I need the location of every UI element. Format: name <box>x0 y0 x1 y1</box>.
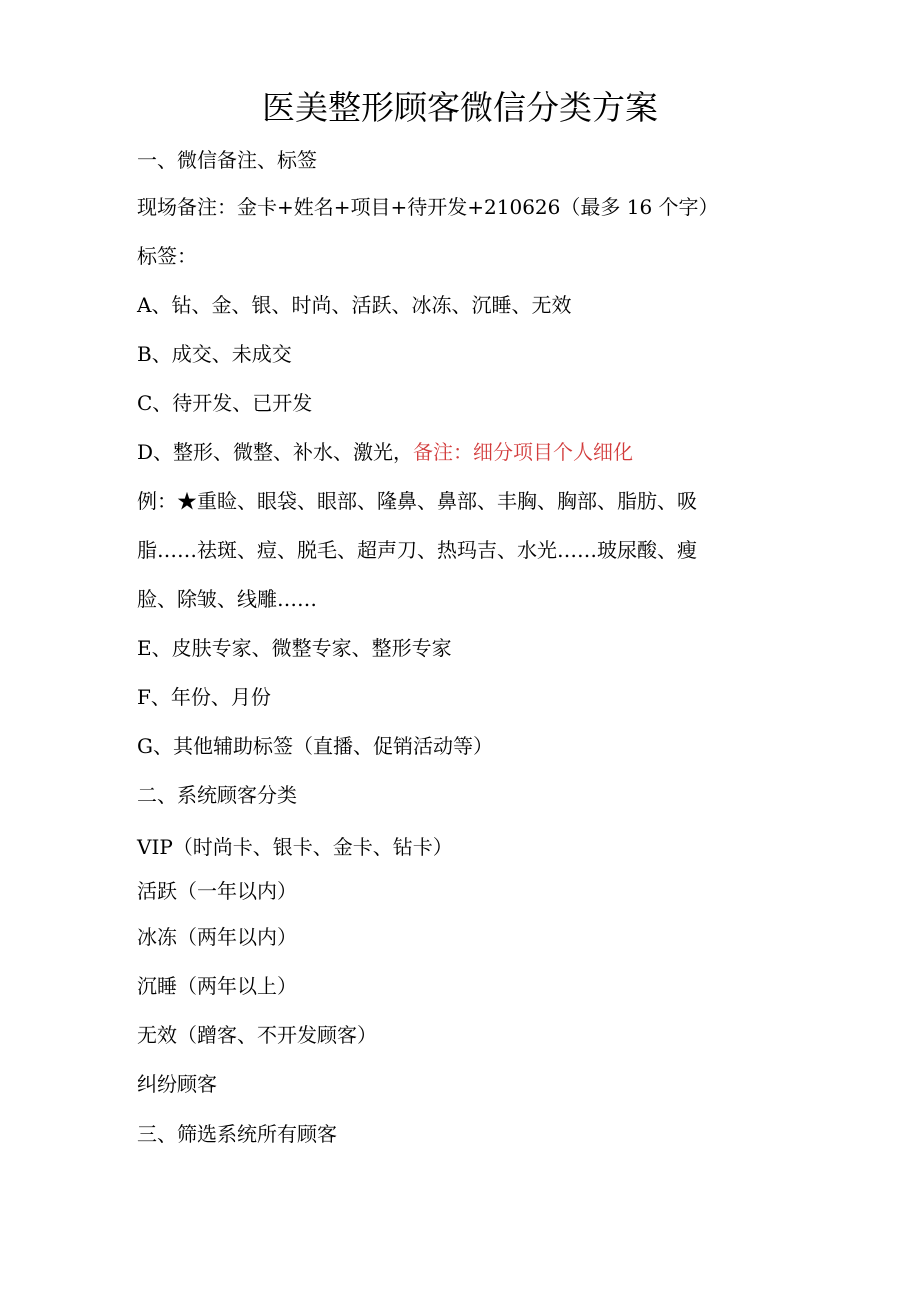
document-title: 医美整形顾客微信分类方案 <box>262 88 658 127</box>
section1-heading: 一、微信备注、标签 <box>137 148 317 172</box>
tags-label: 标签： <box>137 244 197 268</box>
category-item: VIP（时尚卡、银卡、金卡、钻卡） <box>137 835 453 859</box>
category-item: 无效（蹭客、不开发顾客） <box>137 1023 377 1047</box>
section2-heading: 二、系统顾客分类 <box>137 783 297 807</box>
category-item: 冰冻（两年以内） <box>137 925 297 949</box>
example-line-3: 脸、除皱、线雕…… <box>137 587 317 611</box>
tag-b-line: B、成交、未成交 <box>137 342 292 366</box>
remark-line: 现场备注：金卡+姓名+项目+待开发+210626（最多 16 个字） <box>137 195 719 219</box>
tag-d-line <box>137 437 633 467</box>
tag-c-line: C、待开发、已开发 <box>137 391 313 415</box>
tag-a-line: A、钻、金、银、时尚、活跃、冰冻、沉睡、无效 <box>137 293 572 317</box>
example-line-1: 例：★重睑、眼袋、眼部、隆鼻、鼻部、丰胸、胸部、脂肪、吸 <box>137 489 697 513</box>
tag-d-note: 备注：细分项目个人细化 <box>413 440 634 464</box>
category-item: 活跃（一年以内） <box>137 879 297 903</box>
category-item: 纠纷顾客 <box>137 1072 217 1096</box>
category-item: 沉睡（两年以上） <box>137 974 297 998</box>
tag-g-line: G、其他辅助标签（直播、促销活动等） <box>137 734 493 758</box>
tag-d-text: D、整形、微整、补水、激光， <box>137 440 414 464</box>
tag-f-line: F、年份、月份 <box>137 685 271 709</box>
section3-heading: 三、筛选系统所有顾客 <box>137 1122 337 1146</box>
example-line-2: 脂……祛斑、痘、脱毛、超声刀、热玛吉、水光……玻尿酸、瘦 <box>137 538 697 562</box>
tag-e-line: E、皮肤专家、微整专家、整形专家 <box>137 636 452 660</box>
